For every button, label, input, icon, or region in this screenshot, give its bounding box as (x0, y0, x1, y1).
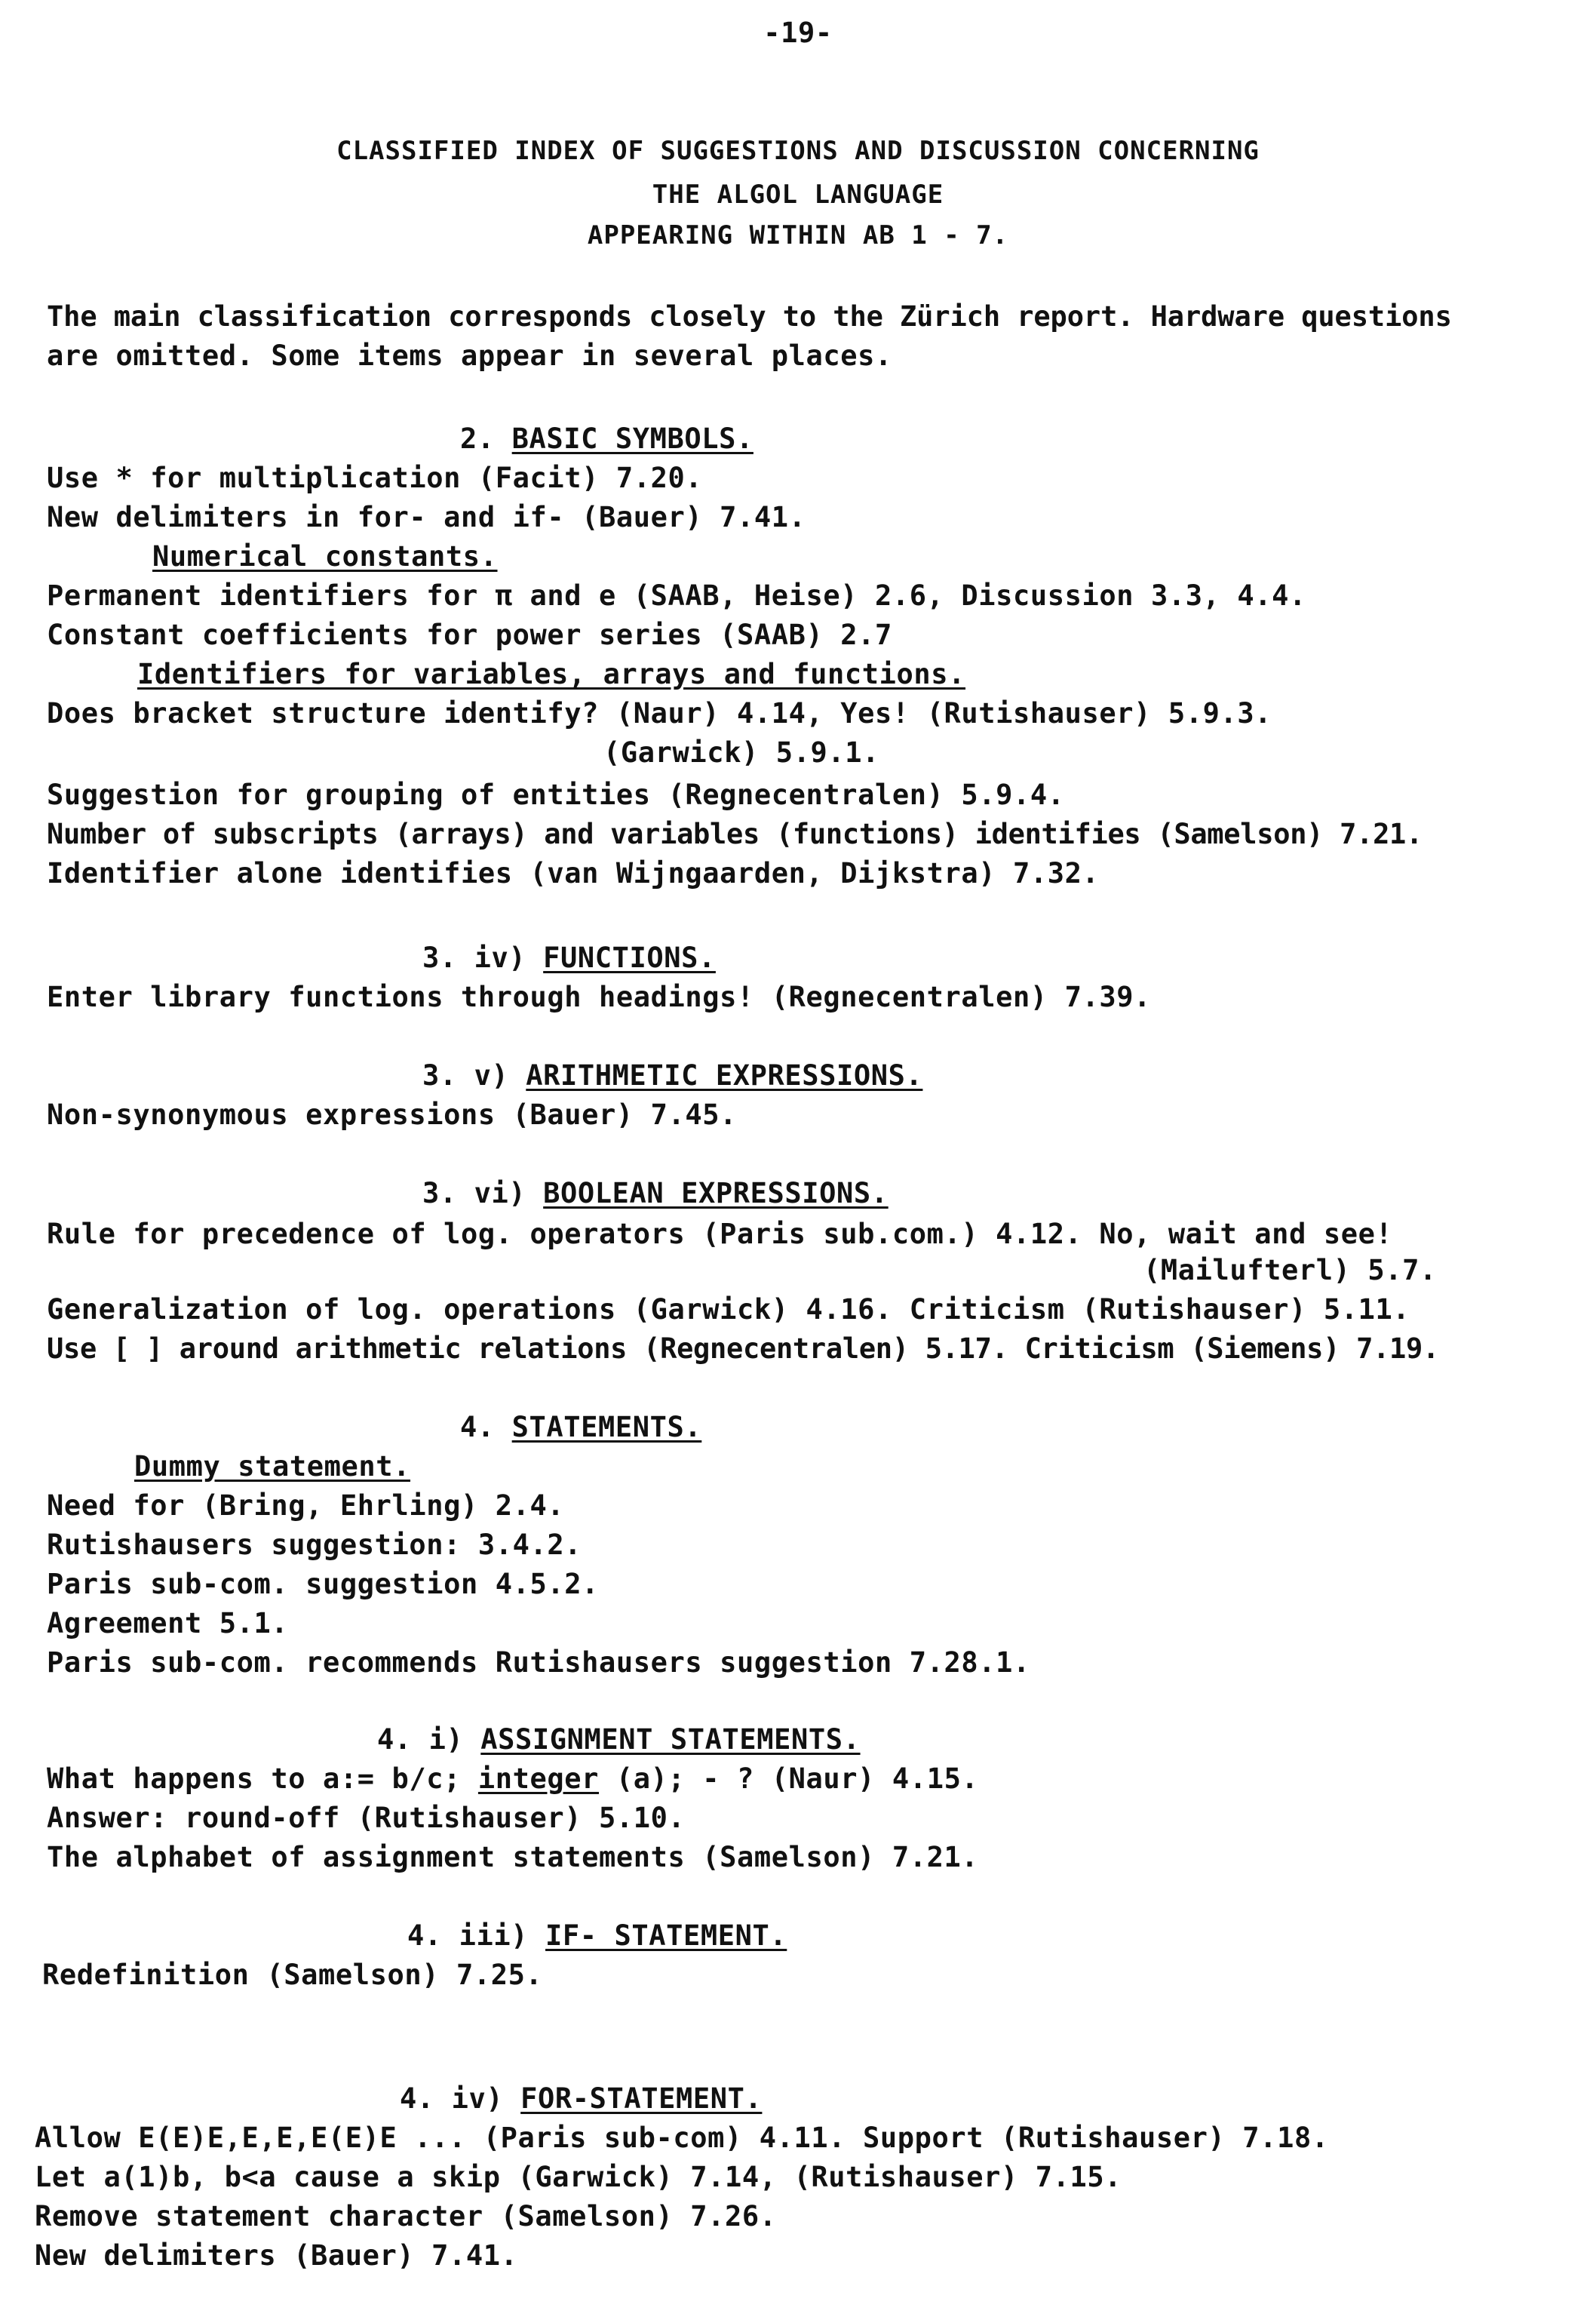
section-number: 4. (460, 1411, 495, 1443)
section-title: FUNCTIONS. (543, 942, 716, 974)
section-title: STATEMENTS. (511, 1411, 702, 1443)
subsection-title: Numerical constants. (152, 540, 498, 573)
entry: Use [ ] around arithmetic relations (Regnecentralen) 5.17. Criticism (Siemens) 7.19. (47, 1332, 1439, 1365)
entry: Permanent identifiers for π and e (SAAB, Heise) 2.6, Discussion 3.3, 4.4. (47, 579, 1306, 612)
section-title: BOOLEAN EXPRESSIONS. (543, 1177, 889, 1209)
section-heading (407, 1919, 787, 1953)
entry: Paris sub-com. recommends Rutishausers suggestion 7.28.1. (47, 1646, 1030, 1679)
entry: Answer: round-off (Rutishauser) 5.10. (47, 1802, 686, 1834)
title-line-1: CLASSIFIED INDEX OF SUGGESTIONS AND DISCUSSION CONCERNING (336, 136, 1260, 166)
entry: Rutishausers suggestion: 3.4.2. (47, 1529, 582, 1561)
intro-line-1: The main classification corresponds closely to the Zürich report. Hardware questions (47, 300, 1452, 333)
section-heading (422, 1177, 889, 1210)
entry: Enter library functions through headings! (Regnecentralen) 7.39. (47, 981, 1152, 1013)
section-heading (422, 942, 716, 975)
keyword: integer (477, 1762, 600, 1795)
section-title: ASSIGNMENT STATEMENTS. (480, 1723, 861, 1756)
section-number: 4. iii) (407, 1919, 529, 1952)
section-heading (460, 423, 753, 456)
section-number: 3. v) (422, 1059, 509, 1092)
section-heading (400, 2082, 762, 2116)
entry: Use * for multiplication (Facit) 7.20. (47, 462, 703, 494)
section-number: 3. iv) (422, 942, 526, 974)
title-line-2: THE ALGOL LANGUAGE (652, 180, 944, 210)
section-number: 3. vi) (422, 1177, 526, 1209)
entry: Paris sub-com. suggestion 4.5.2. (47, 1568, 600, 1600)
entry: Remove statement character (Samelson) 7.26. (35, 2200, 777, 2232)
section-number: 4. i) (377, 1723, 464, 1756)
entry: Generalization of log. operations (Garwick) 4.16. Criticism (Rutishauser) 5.11. (47, 1293, 1410, 1326)
subsection-title: Dummy statement. (134, 1450, 411, 1483)
entry (47, 1762, 978, 1796)
entry: Redefinition (Samelson) 7.25. (42, 1959, 543, 1991)
entry: Allow E(E)E,E,E,E(E)E ... (Paris sub-com) 4.11. Support (Rutishauser) 7.18. (35, 2122, 1329, 2154)
section-title: ARITHMETIC EXPRESSIONS. (526, 1059, 923, 1092)
entry: Rule for precedence of log. operators (Paris sub.com.) 4.12. No, wait and see! (47, 1218, 1393, 1250)
entry: New delimiters in for- and if- (Bauer) 7.41. (47, 501, 806, 533)
entry: Suggestion for grouping of entities (Regnecentralen) 5.9.4. (47, 779, 1065, 811)
section-number: 4. iv) (400, 2082, 504, 2115)
entry: Identifier alone identifies (van Wijngaarden, Dijkstra) 7.32. (47, 857, 1100, 890)
section-heading (422, 1059, 922, 1092)
section-heading (460, 1411, 701, 1444)
entry: New delimiters (Bauer) 7.41. (35, 2239, 518, 2272)
entry: Non-synonymous expressions (Bauer) 7.45. (47, 1099, 738, 1131)
title-line-3: APPEARING WITHIN AB 1 - 7. (587, 220, 1009, 250)
section-title: BASIC SYMBOLS. (511, 423, 753, 455)
entry: Constant coefficients for power series (SAAB) 2.7 (47, 619, 892, 651)
entry: Number of subscripts (arrays) and variables (functions) identifies (Samelson) 7.21. (47, 818, 1423, 850)
subsection-title: Identifiers for variables, arrays and functions. (137, 658, 966, 690)
entry-text: What happens to a:= b/c; (47, 1762, 478, 1795)
entry: The alphabet of assignment statements (Samelson) 7.21. (47, 1841, 979, 1873)
entry: Let a(1)b, b<a cause a skip (Garwick) 7.14, (Rutishauser) 7.15. (35, 2161, 1122, 2193)
entry: Does bracket structure identify? (Naur) 4.14, Yes! (Rutishauser) 5.9.3. (47, 697, 1272, 730)
entry-continuation: (Garwick) 5.9.1. (603, 736, 880, 769)
entry-continuation: (Mailufterl) 5.7. (1143, 1254, 1437, 1286)
section-title: FOR-STATEMENT. (520, 2082, 763, 2115)
page-number: -19- (763, 17, 833, 49)
entry-text: (a); - ? (Naur) 4.15. (599, 1762, 979, 1795)
entry: Agreement 5.1. (47, 1607, 289, 1639)
section-heading (377, 1723, 861, 1756)
section-number: 2. (460, 423, 495, 455)
intro-line-2: are omitted. Some items appear in several places. (47, 340, 892, 372)
entry: Need for (Bring, Ehrling) 2.4. (47, 1489, 565, 1522)
section-title: IF- STATEMENT. (545, 1919, 787, 1952)
